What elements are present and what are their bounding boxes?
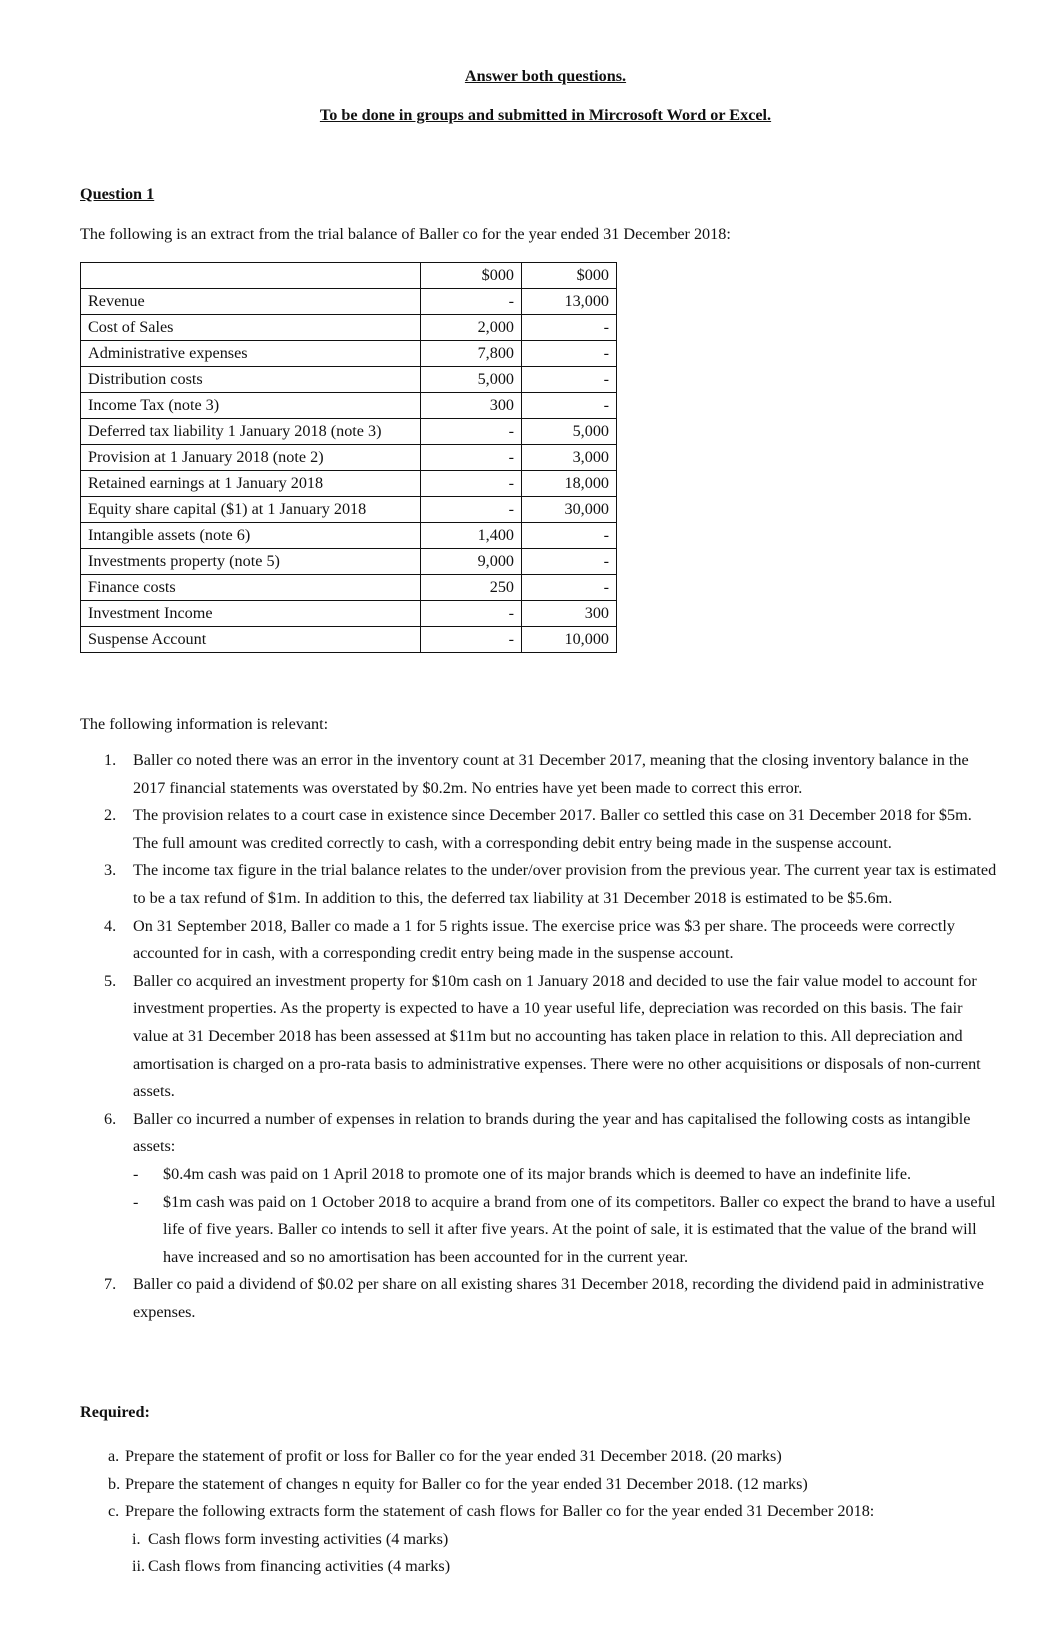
required-item [108, 1471, 874, 1499]
table-row [81, 575, 617, 601]
account-name-cell: Deferred tax liability 1 January 2018 (note 3) [81, 419, 421, 445]
amount-cell: 1,400 [421, 523, 522, 549]
dash-marker: - [133, 1192, 139, 1211]
table-row [81, 445, 617, 471]
account-name-cell: Distribution costs [81, 367, 421, 393]
notes-list [104, 747, 999, 1326]
required-item-text: Prepare the statement of profit or loss for Baller co for the year ended 31 December 2018. (20 marks) [125, 1447, 782, 1465]
amount-cell: 2,000 [421, 315, 522, 341]
amount-cell: - [421, 627, 522, 653]
note-item [104, 1106, 999, 1272]
note-text: Baller co noted there was an error in the inventory count at 31 December 2017, meaning that the closing inventory balance in the 2017 financial statements was overstated by $0.2m. No entries have yet been made to correct this error. [133, 751, 969, 797]
note-number: 2. [104, 806, 117, 825]
note-subitem [133, 1161, 999, 1189]
amount-cell: 300 [421, 393, 522, 419]
note-number: 4. [104, 916, 117, 935]
table-row [81, 549, 617, 575]
subitem-text: $1m cash was paid on 1 October 2018 to acquire a brand from one of its competitors. Baller co expect the brand to have a useful life of five years. Baller co intends to sell it after five years. At the point of sale, it is estimated that the value of the brand will have increased and so no amortisation has been accounted for in the current year. [163, 1192, 996, 1266]
account-name-cell: Investment Income [81, 601, 421, 627]
required-subitem-numeral: i. [132, 1529, 141, 1548]
note-text: On 31 September 2018, Baller co made a 1 for 5 rights issue. The exercise price was $3 per share. The proceeds were correctly accounted for in cash, with a corresponding credit entry being made in the suspense account. [133, 916, 955, 963]
note-text: Baller co paid a dividend of $0.02 per share on all existing shares 31 December 2018, recording the dividend paid in administrative expenses. [133, 1275, 984, 1321]
account-name-cell: Investments property (note 5) [81, 549, 421, 575]
note-number: 1. [104, 751, 117, 769]
subitem-text: $0.4m cash was paid on 1 April 2018 to promote one of its major brands which is deemed to have an indefinite life. [163, 1164, 912, 1183]
required-item-letter: a. [108, 1447, 120, 1465]
amount-cell: - [522, 393, 617, 419]
amount-cell: - [522, 315, 617, 341]
required-item-letter: c. [108, 1502, 120, 1521]
account-name-cell: Intangible assets (note 6) [81, 523, 421, 549]
note-item [104, 802, 999, 857]
amount-cell: - [421, 445, 522, 471]
account-name-cell: Equity share capital ($1) at 1 January 2018 [81, 497, 421, 523]
note-number: 5. [104, 971, 117, 990]
amount-cell: 13,000 [522, 289, 617, 315]
table-row [81, 497, 617, 523]
table-row [81, 471, 617, 497]
required-subitem-text: Cash flows form investing activities (4 marks) [148, 1529, 449, 1548]
required-subitem [108, 1553, 874, 1581]
table-row [81, 419, 617, 445]
amount-cell: 18,000 [522, 471, 617, 497]
table-row [81, 393, 617, 419]
trial-balance-table [80, 262, 617, 653]
required-item [108, 1443, 874, 1471]
note-item [104, 968, 999, 1106]
header-submission-note: To be done in groups and submitted in Mircrosoft Word or Excel. [319, 106, 772, 124]
account-name-cell: Retained earnings at 1 January 2018 [81, 471, 421, 497]
amount-cell: 250 [421, 575, 522, 601]
table-row [81, 367, 617, 393]
amount-cell: - [522, 549, 617, 575]
note-number: 3. [104, 861, 117, 880]
table-header-cell [81, 263, 421, 289]
amount-cell: - [421, 471, 522, 497]
required-list [108, 1443, 874, 1581]
account-name-cell: Income Tax (note 3) [81, 393, 421, 419]
question-title: Question 1 [80, 185, 155, 203]
amount-cell: 9,000 [421, 549, 522, 575]
amount-cell: 7,800 [421, 341, 522, 367]
table-header-cell: $000 [522, 263, 617, 289]
amount-cell: 3,000 [522, 445, 617, 471]
note-item [104, 913, 999, 968]
note-item [104, 1271, 999, 1326]
note-number: 6. [104, 1109, 117, 1128]
account-name-cell: Cost of Sales [81, 315, 421, 341]
note-text: The provision relates to a court case in existence since December 2017. Baller co settled this case on 31 December 2018 for $5m. The full amount was credited correctly to cash, with a corresponding debit entry being made in the suspense account. [133, 806, 972, 852]
note-number: 7. [104, 1275, 117, 1294]
table-row [81, 601, 617, 627]
account-name-cell: Administrative expenses [81, 341, 421, 367]
note-subitem [133, 1189, 999, 1272]
table-header-cell: $000 [421, 263, 522, 289]
amount-cell: 10,000 [522, 627, 617, 653]
amount-cell: - [522, 523, 617, 549]
question-intro: The following is an extract from the trial balance of Baller co for the year ended 31 December 2018: [80, 225, 731, 243]
note-item [104, 857, 999, 912]
required-heading: Required: [80, 1403, 150, 1421]
amount-cell: 30,000 [522, 497, 617, 523]
note-item [104, 747, 999, 802]
required-subitem-numeral: ii. [132, 1557, 146, 1576]
note-text: Baller co acquired an investment property for $10m cash on 1 January 2018 and decided to use the fair value model to account for investment properties. As the property is expected to have a 10 year useful life, depreciation was recorded on this basis. The fair value at 31 December 2018 has been assessed at $11m but no accounting has taken place in relation to this. All depreciation and amortisation is charged on a pro-rata basis to administrative expenses. There were no other acquisitions or disposals of non-current assets. [133, 971, 981, 1101]
table-row [81, 315, 617, 341]
amount-cell: 5,000 [522, 419, 617, 445]
amount-cell: 5,000 [421, 367, 522, 393]
amount-cell: - [522, 341, 617, 367]
account-name-cell: Suspense Account [81, 627, 421, 653]
required-item-letter: b. [108, 1474, 121, 1493]
note-text: The income tax figure in the trial balance relates to the under/over provision from the previous year. The current year tax is estimated to be a tax refund of $1m. In addition to this, the deferred tax liability at 31 December 2018 is estimated to be $5.6m. [133, 861, 997, 907]
required-subitem [108, 1526, 874, 1554]
info-heading: The following information is relevant: [80, 715, 329, 733]
amount-cell: - [421, 601, 522, 627]
table-row [81, 341, 617, 367]
amount-cell: - [421, 419, 522, 445]
table-row [81, 289, 617, 315]
dash-marker: - [133, 1164, 139, 1183]
amount-cell: - [522, 367, 617, 393]
table-row [81, 523, 617, 549]
required-item-text: Prepare the statement of changes n equity for Baller co for the year ended 31 December 2018. (12 marks) [125, 1474, 808, 1493]
account-name-cell: Finance costs [81, 575, 421, 601]
table-header-row [81, 263, 617, 289]
account-name-cell: Provision at 1 January 2018 (note 2) [81, 445, 421, 471]
table-row [81, 627, 617, 653]
amount-cell: - [421, 497, 522, 523]
account-name-cell: Revenue [81, 289, 421, 315]
note-text: Baller co incurred a number of expenses in relation to brands during the year and has capitalised the following costs as intangible assets: [133, 1109, 971, 1156]
amount-cell: 300 [522, 601, 617, 627]
header-instruction: Answer both questions. [464, 67, 627, 85]
required-item [108, 1498, 874, 1526]
amount-cell: - [421, 289, 522, 315]
required-subitem-text: Cash flows from financing activities (4 marks) [148, 1557, 451, 1576]
required-item-text: Prepare the following extracts form the statement of cash flows for Baller co for the year ended 31 December 2018: [125, 1502, 875, 1521]
amount-cell: - [522, 575, 617, 601]
